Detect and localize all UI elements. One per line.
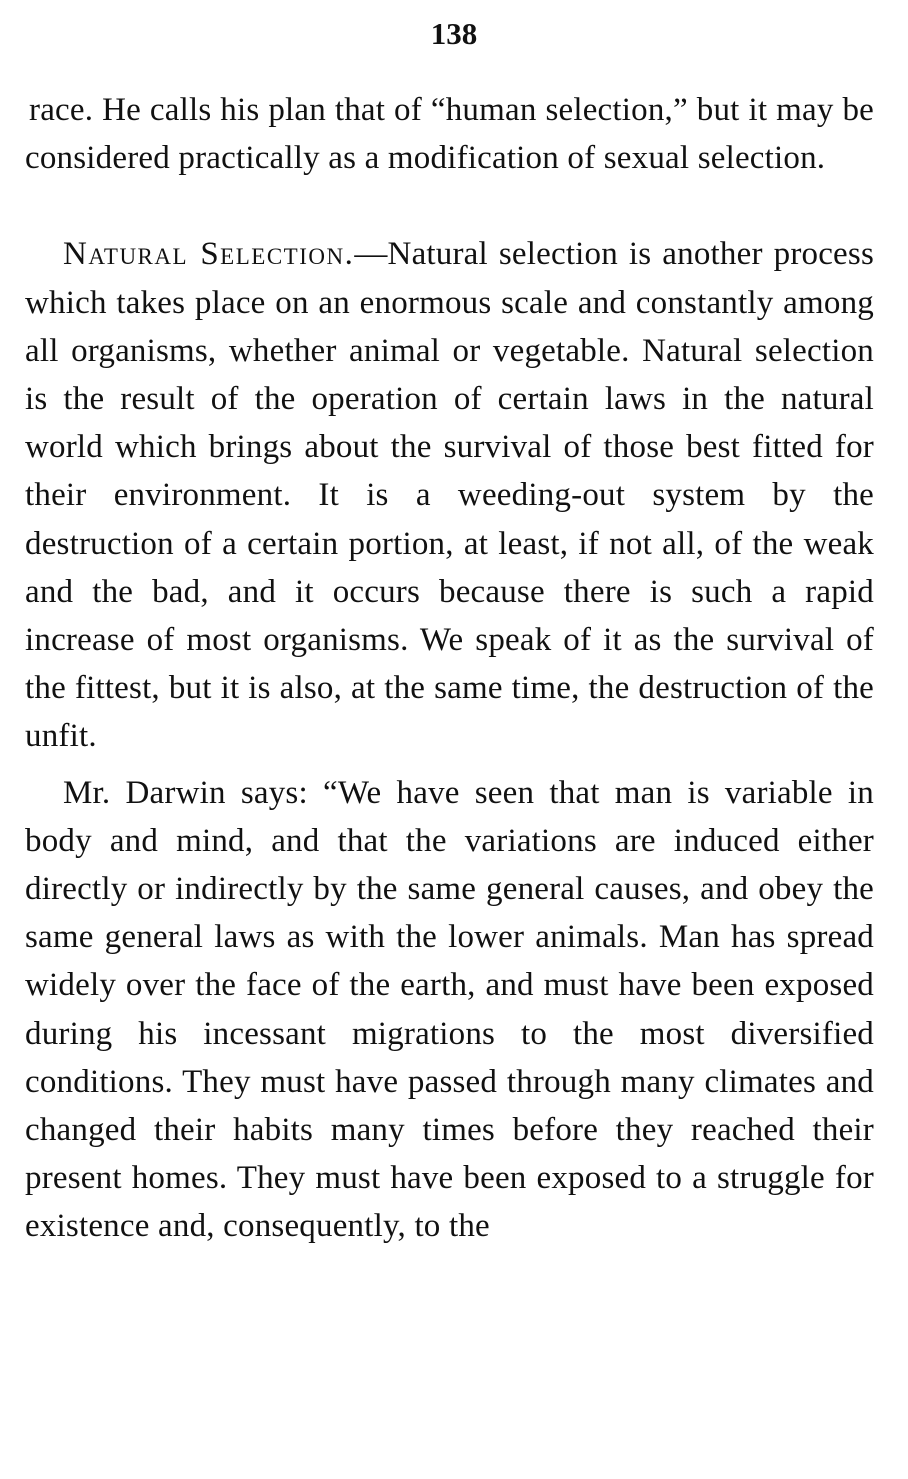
paragraph-text: —Natural selection is another process which takes place on an enormous scale and constantly among all organisms, whether animal or vegetable. Natural selection is the result of the operation of certain laws in the natural world which brings about the survival of those best fitted for their environment. It is a weeding-out system by the destruction of a certain portion, at least, if not all, of the weak and the bad, and it occurs because there is such a rapid increase of most organisms. We speak of it as the survival of the fittest, but it is also, at the same time, the destruction of the unfit.: [25, 236, 874, 755]
paragraph-natural-selection: [25, 230, 874, 760]
paragraph-darwin-quote: [25, 769, 874, 1251]
paragraph-continuation: [25, 86, 874, 182]
section-heading: Natural Selection.: [63, 236, 355, 273]
page-number: 138: [430, 16, 478, 51]
body-text: [25, 86, 874, 1251]
paragraph-text: Mr. Darwin says: “We have seen that man is variable in body and mind, and that the variations are induced either directly or indirectly by the same general causes, and obey the same general laws as with the lower animals. Man has spread widely over the face of the earth, and must have been exposed during his incessant migrations to the most diversified conditions. They must have passed through many climates and changed their habits many times before they reached their present homes. They must have been exposed to a struggle for existence and, consequently, to the: [25, 774, 874, 1245]
paragraph-text: race. He calls his plan that of “human selection,” but it may be considered practically as a modification of sexual selection.: [25, 92, 874, 177]
